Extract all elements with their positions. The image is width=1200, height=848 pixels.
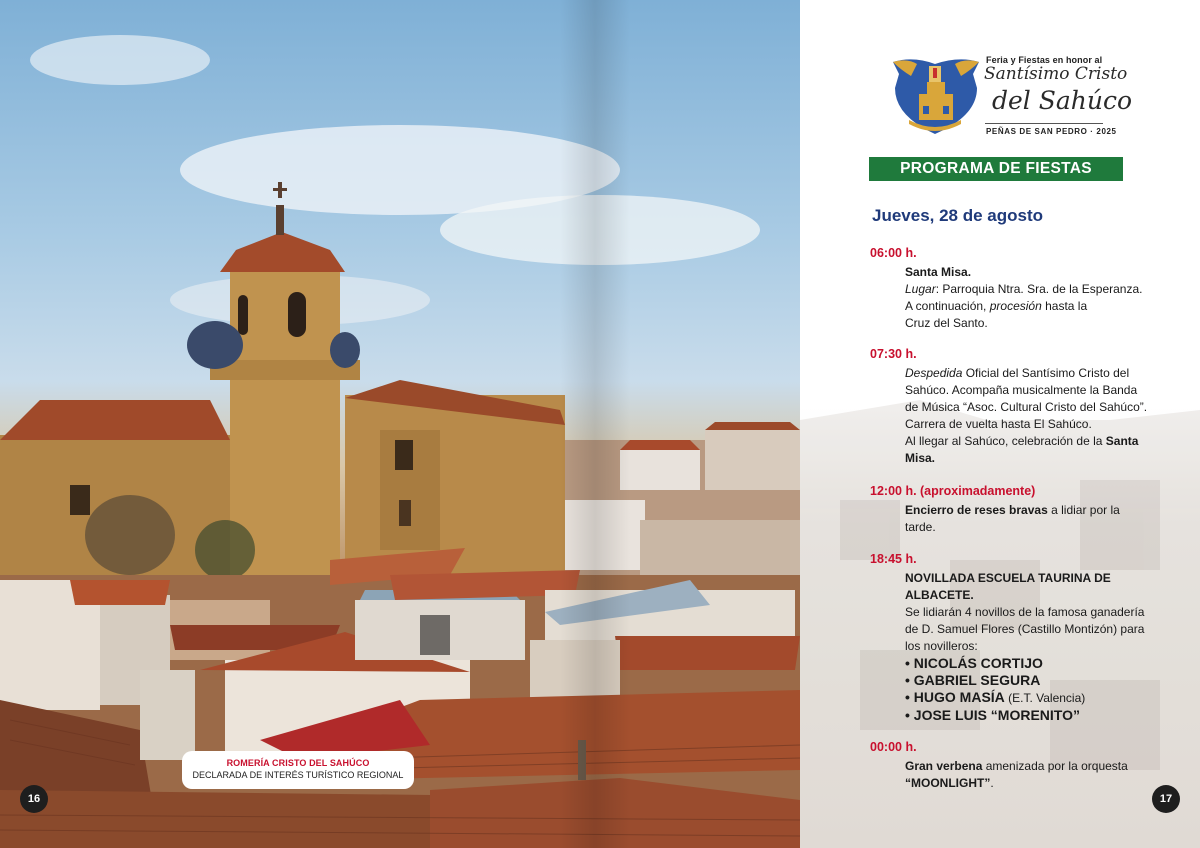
event-line: tarde.: [905, 520, 936, 534]
event-line: Misa.: [905, 451, 936, 465]
event-0600: [870, 245, 1170, 332]
event-time: 18:45 h.: [870, 552, 917, 566]
event-1845: [870, 551, 1170, 724]
event-line: Al llegar al Sahúco, celebración de la Santa: [905, 434, 1139, 448]
caption-subtitle: DECLARADA DE INTERÉS TURÍSTICO REGIONAL: [192, 770, 404, 780]
novillero-item: • HUGO MASÍA (E.T. Valencia): [905, 689, 1086, 705]
novillero-item: • JOSE LUIS “MORENITO”: [905, 707, 1080, 723]
event-line: Cruz del Santo.: [905, 316, 988, 330]
novillero-item: • NICOLÁS CORTIJO: [905, 655, 1043, 671]
caption-title: ROMERÍA CRISTO DEL SAHÚCO: [226, 758, 370, 768]
event-title: Santa Misa.: [905, 265, 972, 279]
photo-caption: [182, 751, 414, 789]
logo-line-4: PEÑAS DE SAN PEDRO · 2025: [986, 127, 1117, 136]
event-line: Carrera de vuelta hasta El Sahúco.: [905, 417, 1092, 431]
logo-divider: [985, 123, 1103, 124]
page-number-left: 16: [20, 785, 48, 813]
event-line: Despedida Oficial del Santísimo Cristo del: [905, 366, 1130, 380]
logo-line-1: Feria y Fiestas en honor al: [986, 55, 1103, 65]
event-0000: [870, 739, 1170, 792]
event-line: A continuación, procesión hasta la: [905, 299, 1088, 313]
event-line: Gran verbena amenizada por la orquesta: [905, 759, 1128, 773]
day-title: Jueves, 28 de agosto: [872, 206, 1044, 225]
logo-line-2: Santísimo Cristo: [984, 64, 1128, 84]
event-line: Sahúco. Acompaña musicalmente la Banda: [905, 383, 1138, 397]
novilleros-list: [905, 655, 1170, 724]
novillero-item: • GABRIEL SEGURA: [905, 672, 1041, 688]
event-line: los novilleros:: [905, 639, 978, 653]
program-banner: PROGRAMA DE FIESTAS: [869, 157, 1123, 181]
event-0730: [870, 346, 1170, 467]
event-line: Encierro de reses bravas a lidiar por la: [905, 503, 1120, 517]
event-line: Se lidiarán 4 novillos de la famosa ganadería: [905, 605, 1145, 619]
event-line: Lugar: Parroquia Ntra. Sra. de la Esperanza.: [905, 282, 1143, 296]
event-line: “MOONLIGHT”.: [905, 776, 994, 790]
page-number-right: 17: [1152, 785, 1180, 813]
event-title: ALBACETE.: [905, 588, 974, 602]
event-time: 00:00 h.: [870, 740, 917, 754]
event-time: 06:00 h.: [870, 246, 917, 260]
event-1200: [870, 483, 1170, 536]
event-line: de D. Samuel Flores (Castillo Montizón) para: [905, 622, 1145, 636]
logo-line-3: del Sahúco: [992, 86, 1133, 115]
event-title: NOVILLADA ESCUELA TAURINA DE: [905, 571, 1111, 585]
event-time: 07:30 h.: [870, 347, 917, 361]
page-spine-shadow: [560, 0, 630, 848]
crest-icon: [893, 59, 979, 134]
event-line: de Música “Asoc. Cultural Cristo del Sahúco”.: [905, 400, 1148, 414]
event-time: 12:00 h. (aproximadamente): [870, 484, 1036, 498]
